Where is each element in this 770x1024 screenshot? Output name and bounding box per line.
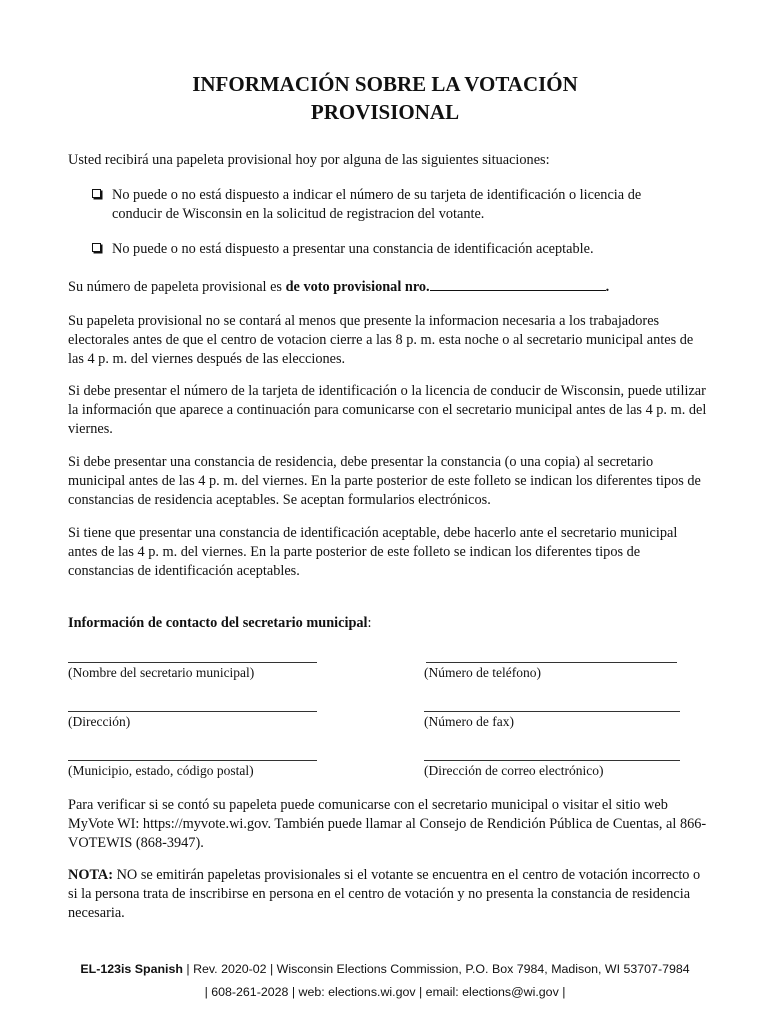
ballot-number-period: . (605, 279, 610, 295)
footer-form-id: EL-123is Spanish (80, 962, 183, 976)
paragraph-residence: Si debe presentar una constancia de residencia, debe presentar la constancia (o una copia) al secretario municipal antes de las 4 p. m. del viernes. En la parte posterior de este folleto se indican los diferentes tipos de constancias de residencia aceptables. Se aceptan formularios electrónicos. (68, 454, 701, 508)
note-paragraph (68, 866, 708, 923)
clerk-name-field[interactable] (68, 662, 317, 663)
contact-heading (68, 614, 708, 633)
checkbox-item-photo-id (92, 240, 692, 259)
phone-label: (Número de teléfono) (424, 665, 541, 680)
paragraph-id-number: Si debe presentar el número de la tarjeta de identificación o la licencia de conducir de Wisconsin, puede utilizar la información que aparece a continuación para comunicarse con el secretario municipal antes de las 4 p. m. del viernes. (68, 383, 707, 437)
address-field[interactable] (68, 711, 317, 712)
phone-field[interactable] (426, 662, 677, 663)
footer-rev-address: | Rev. 2020-02 | Wisconsin Elections Commission, P.O. Box 7984, Madison, WI 53707-7984 (182, 962, 690, 976)
footer-line-1 (0, 961, 770, 977)
checkbox-icon[interactable] (92, 243, 101, 252)
paragraph-deadline: Su papeleta provisional no se contará al menos que presente la informacion necesaria a los trabajadores electorales antes de que el centro de votacion cierre a las 8 p. m. esta noche o al secretario municipal antes de las 4 p. m. del viernes después de las elecciones. (68, 313, 694, 367)
document-title-line-1: INFORMACIÓN SOBRE LA VOTACIÓN (192, 72, 578, 96)
fax-field[interactable] (424, 711, 680, 712)
checkbox-item-id-number (92, 186, 692, 224)
ballot-number-prefix: Su número de papeleta provisional es (68, 279, 286, 295)
intro-text: Usted recibirá una papeleta provisional hoy por alguna de las siguientes situaciones: (68, 152, 550, 168)
paragraph-photo-id: Si tiene que presentar una constancia de identificación aceptable, debe hacerlo ante el secretario municipal antes de las 4 p. m. del viernes. En la parte posterior de este folleto se indican los diferentes tipos de constancias de identificación aceptables. (68, 525, 678, 579)
ballot-number-line (68, 276, 708, 297)
contact-heading-colon: : (367, 615, 372, 631)
ballot-number-label: de voto provisional nro. (285, 279, 430, 295)
note-text: NO se emitirán papeletas provisionales si el votante se encuentra en el centro de votación incorrecto o si la persona trata de inscribirse en persona en el centro de votación y no presenta la constancia de residencia necesaria. (68, 867, 701, 921)
note-label: NOTA: (68, 867, 114, 883)
checkbox-icon[interactable] (92, 189, 101, 198)
email-field[interactable] (424, 760, 680, 761)
verify-paragraph: Para verificar si se contó su papeleta puede comunicarse con el secretario municipal o visitar el sitio web MyVote WI: https://myvote.wi.gov. También puede llamar al Consejo de Rendición Pública de Cuentas, al 866-VOTEWIS (868-3947). (68, 797, 707, 851)
document-title-line-2: PROVISIONAL (310, 100, 460, 124)
checkbox-label: No puede o no está dispuesto a indicar el número de su tarjeta de identificación o licencia de conducir de Wisconsin en la solicitud de registracion del votante. (112, 187, 642, 222)
address-label: (Dirección) (68, 714, 131, 729)
ballot-number-field[interactable] (430, 276, 606, 291)
fax-label: (Número de fax) (424, 714, 514, 729)
contact-heading-text: Información de contacto del secretario municipal (68, 615, 368, 631)
email-label: (Dirección de correo electrónico) (424, 763, 604, 778)
footer-line-2: | 608-261-2028 | web: elections.wi.gov | email: elections@wi.gov | (204, 985, 566, 999)
city-state-zip-label: (Municipio, estado, código postal) (68, 763, 254, 778)
checkbox-label: No puede o no está dispuesto a presentar una constancia de identificación aceptable. (112, 241, 594, 257)
clerk-name-label: (Nombre del secretario municipal) (68, 665, 255, 680)
city-state-zip-field[interactable] (68, 760, 317, 761)
